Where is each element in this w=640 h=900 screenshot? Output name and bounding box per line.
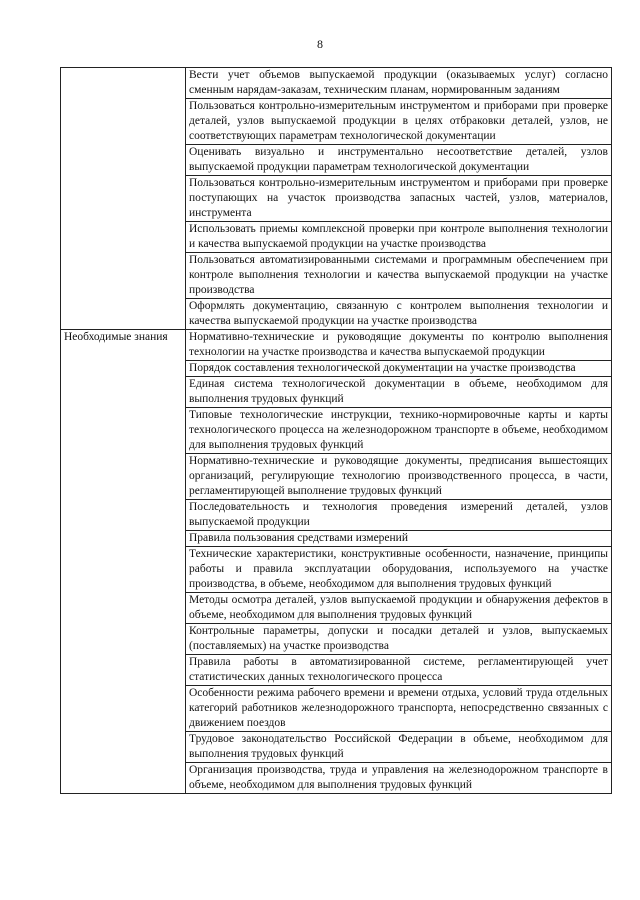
section-label-skills [61,68,186,330]
knowledge-item: Технические характеристики, конструктивные особенности, назначение, принципы работы и правила эксплуатации оборудования, используемого на участке производства, в объеме, необходимом для выполнения трудовых функций [186,547,612,593]
table-row [61,68,612,99]
knowledge-item: Единая система технологической документации в объеме, необходимом для выполнения трудовых функций [186,377,612,408]
knowledge-item: Последовательность и технология проведения измерений деталей, узлов выпускаемой продукции [186,500,612,531]
knowledge-item: Трудовое законодательство Российской Федерации в объеме, необходимом для выполнения трудовых функций [186,732,612,763]
section-label-knowledge: Необходимые знания [61,330,186,794]
knowledge-item: Организация производства, труда и управления на железнодорожном транспорте в объеме, необходимом для выполнения трудовых функций [186,763,612,794]
knowledge-item: Правила пользования средствами измерений [186,531,612,547]
table-row [61,330,612,361]
skill-item: Пользоваться контрольно-измерительным инструментом и приборами при проверке деталей, узлов выпускаемой продукции в целях отбраковки деталей, узлов, не соответствующих параметрам технологической документации [186,99,612,145]
skill-item: Оформлять документацию, связанную с контролем выполнения технологии и качества выпускаемой продукции на участке производства [186,299,612,330]
skill-item: Пользоваться автоматизированными системами и программным обеспечением при контроле выполнения технологии и качества выпускаемой продукции на участке производства [186,253,612,299]
skill-item: Вести учет объемов выпускаемой продукции (оказываемых услуг) согласно сменным нарядам-заказам, техническим планам, нормированным заданиям [186,68,612,99]
knowledge-item: Типовые технологические инструкции, технико-нормировочные карты и карты технологического процесса на железнодорожном транспорте в объеме, необходимом для выполнения трудовых функций [186,408,612,454]
skill-item: Использовать приемы комплексной проверки при контроле выполнения технологии и качества выпускаемой продукции на участке производства [186,222,612,253]
knowledge-item: Порядок составления технологической документации на участке производства [186,361,612,377]
page-number: 8 [317,37,323,51]
knowledge-item: Методы осмотра деталей, узлов выпускаемой продукции и обнаружения дефектов в объеме, необходимом для выполнения трудовых функций [186,593,612,624]
skill-item: Пользоваться контрольно-измерительным инструментом и приборами при проверке поступающих на участок производства запасных частей, узлов, материалов, инструмента [186,176,612,222]
knowledge-item: Особенности режима рабочего времени и времени отдыха, условий труда отдельных категорий работников железнодорожного транспорта, непосредственно связанных с движением поездов [186,686,612,732]
knowledge-item: Нормативно-технические и руководящие документы, предписания вышестоящих организаций, регулирующие технологию производственного процесса, в части, регламентирующей выполнение трудовых функций [186,454,612,500]
skill-item: Оценивать визуально и инструментально несоответствие деталей, узлов выпускаемой продукции параметрам технологической документации [186,145,612,176]
knowledge-item: Правила работы в автоматизированной системе, регламентирующей учет статистических данных технологического процесса [186,655,612,686]
knowledge-item: Контрольные параметры, допуски и посадки деталей и узлов, выпускаемых (поставляемых) на участке производства [186,624,612,655]
requirements-table [60,67,612,794]
knowledge-item: Нормативно-технические и руководящие документы по контролю выполнения технологии на участке производства и качества выпускаемой продукции [186,330,612,361]
